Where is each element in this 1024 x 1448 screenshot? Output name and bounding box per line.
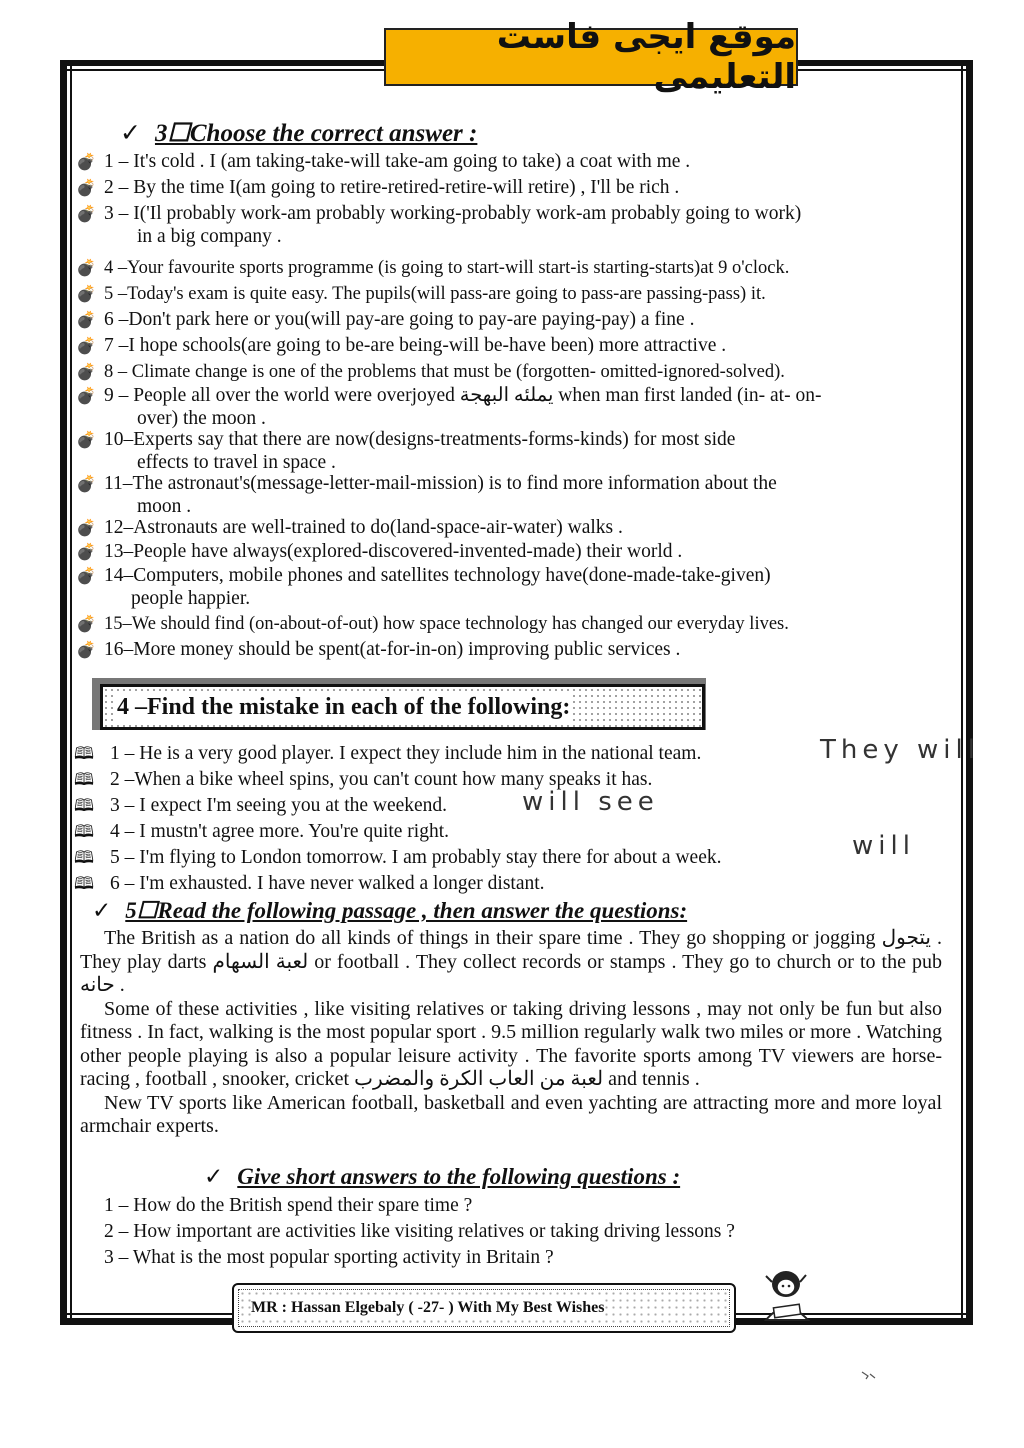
bomb-bullet-icon: 💣 xyxy=(76,640,96,659)
section4-heading-box xyxy=(100,684,705,730)
question-item xyxy=(76,202,801,248)
question-item xyxy=(76,564,771,610)
book-icon: 🕮 xyxy=(74,770,95,790)
page-frame-right xyxy=(966,64,973,1324)
mistake-text: 6 – I'm exhausted. I have never walked a longer distant. xyxy=(110,873,545,894)
check-icon: ✓ xyxy=(120,120,141,147)
question-item xyxy=(76,516,623,539)
question-text: 16–More money should be spent(at-for-in-on) improving public services . xyxy=(104,639,681,660)
page-frame-left xyxy=(60,64,67,1324)
question-text: 9 – People all over the world were overjoyed يملئه البهجة when man first landed (in- at- on- xyxy=(104,385,822,406)
question-item: 2 – How important are activities like visiting relatives or taking driving lessons ? xyxy=(104,1221,735,1242)
question-item xyxy=(76,308,694,331)
mistake-item xyxy=(74,845,721,874)
question-text: 14–Computers, mobile phones and satellites technology have(done-made-take-given) xyxy=(104,565,771,586)
section5-heading xyxy=(92,898,687,924)
question-item xyxy=(76,282,766,306)
bomb-bullet-icon: 💣 xyxy=(76,362,96,381)
check-icon: ✓ xyxy=(92,898,112,923)
question-text: 1 – It's cold . I (am taking-take-will take-am going to take) a coat with me . xyxy=(104,151,691,172)
question-text: 8 – Climate change is one of the problems that must be (forgotten- omitted-ignored-solved). xyxy=(104,362,785,382)
footer-inner xyxy=(238,1289,730,1327)
question-item: 1 – How do the British spend their spare time ? xyxy=(104,1195,473,1216)
question-item xyxy=(76,428,735,474)
passage-paragraph: Some of these activities , like visiting relatives or taking driving lessons , may not only be fun but also fitness . In fact, walking is the most popular sport . 9.5 million regularly walk two miles or more . Watching other people playing is also a popular leisure activity . The favorite sports among TV viewers are horse-racing , football , snooker, cricket لعبة من العاب الكرة والمضرب and tennis . xyxy=(80,997,942,1090)
question-item xyxy=(76,638,680,661)
question-text: 11–The astronaut's(message-letter-mail-mission) is to find more information about the xyxy=(104,473,777,494)
section4-heading: 4 –Find the mistake in each of the following: xyxy=(117,693,571,720)
question-text: 3 – I('Il probably work-am probably working-probably work-am probably going to work) xyxy=(104,203,802,224)
question-text: 6 –Don't park here or you(will pay-are going to pay-are paying-pay) a fine . xyxy=(104,309,695,330)
footer-text: MR : Hassan Elgebaly ( -27- ) With My Best Wishes xyxy=(251,1299,605,1316)
question-text: 13–People have always(explored-discovered-invented-made) their world . xyxy=(104,541,683,562)
mistake-text: 2 –When a bike wheel spins, you can't count how many speaks it has. xyxy=(110,769,653,790)
question-item xyxy=(76,472,777,518)
question-text: 12–Astronauts are well-trained to do(land-space-air-water) walks . xyxy=(104,517,623,538)
short-answers-heading xyxy=(204,1164,680,1190)
question-item xyxy=(76,384,821,430)
bomb-bullet-icon: 💣 xyxy=(76,542,96,561)
mistake-item xyxy=(74,793,447,822)
question-item xyxy=(76,360,785,384)
question-continuation: over) the moon . xyxy=(137,408,266,429)
scan-mark-icon xyxy=(860,1368,880,1382)
bomb-bullet-icon: 💣 xyxy=(76,566,96,585)
question-item xyxy=(76,150,690,173)
reading-passage xyxy=(80,927,942,1139)
bomb-bullet-icon: 💣 xyxy=(76,430,96,449)
mistake-item xyxy=(74,741,701,770)
short-answers-heading-text: Give short answers to the following questions : xyxy=(237,1164,681,1189)
question-item xyxy=(76,256,789,280)
question-text: 5 –Today's exam is quite easy. The pupils(will pass-are going to pass-are passing-pass) it. xyxy=(104,284,766,304)
check-icon: ✓ xyxy=(204,1164,224,1189)
mistake-item xyxy=(74,871,545,900)
question-item xyxy=(76,612,789,636)
passage-paragraph: New TV sports like American football, basketball and even yachting are attracting more and more loyal armchair experts. xyxy=(80,1091,942,1137)
question-item xyxy=(76,540,682,563)
bomb-bullet-icon: 💣 xyxy=(76,310,96,329)
passage-paragraph: The British as a nation do all kinds of things in their spare time . They go shopping or jogging يتجول . They play darts لعبة السهام or football . They collect records or stamps . They go to church or to the pub حانه . xyxy=(80,927,943,996)
book-icon: 🕮 xyxy=(74,822,95,842)
handwritten-correction: will see xyxy=(522,787,659,817)
book-icon: 🕮 xyxy=(74,744,95,764)
question-text: 2 – By the time I(am going to retire-retired-retire-will retire) , I'll be rich . xyxy=(104,177,680,198)
page-frame-left-inner xyxy=(70,64,72,1324)
bomb-bullet-icon: 💣 xyxy=(76,386,96,405)
question-continuation: effects to travel in space . xyxy=(137,452,336,473)
section3-heading xyxy=(120,118,477,148)
book-icon: 🕮 xyxy=(74,848,95,868)
bomb-bullet-icon: 💣 xyxy=(76,336,96,355)
question-continuation: in a big company . xyxy=(137,226,282,247)
bomb-bullet-icon: 💣 xyxy=(76,258,96,277)
mistake-text: 5 – I'm flying to London tomorrow. I am probably stay there for about a week. xyxy=(110,847,722,868)
mistake-text: 3 – I expect I'm seeing you at the weekend. xyxy=(110,795,448,816)
question-continuation: moon . xyxy=(137,496,192,517)
bomb-bullet-icon: 💣 xyxy=(76,474,96,493)
bomb-bullet-icon: 💣 xyxy=(76,614,96,633)
question-item xyxy=(76,334,726,357)
mistake-text: 4 – I mustn't agree more. You're quite right. xyxy=(110,821,450,842)
question-text: 4 –Your favourite sports programme (is going to start-will start-is starting-starts)at 9 o'clock. xyxy=(104,258,790,278)
bomb-bullet-icon: 💣 xyxy=(76,152,96,171)
question-text: 10–Experts say that there are now(designs-treatments-forms-kinds) for most side xyxy=(104,429,736,450)
question-text: 7 –I hope schools(are going to be-are being-will be-have been) more attractive . xyxy=(104,335,727,356)
bomb-bullet-icon: 💣 xyxy=(76,204,96,223)
book-icon: 🕮 xyxy=(74,874,95,894)
question-text: 15–We should find (on-about-of-out) how space technology has changed our everyday lives. xyxy=(104,614,789,634)
question-continuation: people happier. xyxy=(131,588,251,609)
mistake-text: 1 – He is a very good player. I expect they include him in the national team. xyxy=(110,743,702,764)
bomb-bullet-icon: 💣 xyxy=(76,284,96,303)
mistake-item xyxy=(74,819,449,848)
question-item: 3 – What is the most popular sporting activity in Britain ? xyxy=(104,1247,554,1268)
section3-heading-text: 3☐Choose the correct answer : xyxy=(154,120,478,147)
handwritten-correction: will xyxy=(852,831,915,861)
bomb-bullet-icon: 💣 xyxy=(76,178,96,197)
site-banner: موقع ايجى فاست التعليمى xyxy=(384,28,798,86)
section5-heading-text: 5☐Read the following passage , then answer the questions: xyxy=(125,898,688,923)
teacher-figure-icon xyxy=(756,1262,820,1326)
bomb-bullet-icon: 💣 xyxy=(76,518,96,537)
handwritten-correction: They will xyxy=(820,735,980,765)
book-icon: 🕮 xyxy=(74,796,95,816)
question-item xyxy=(76,176,679,199)
page-frame-right-inner xyxy=(961,64,963,1324)
